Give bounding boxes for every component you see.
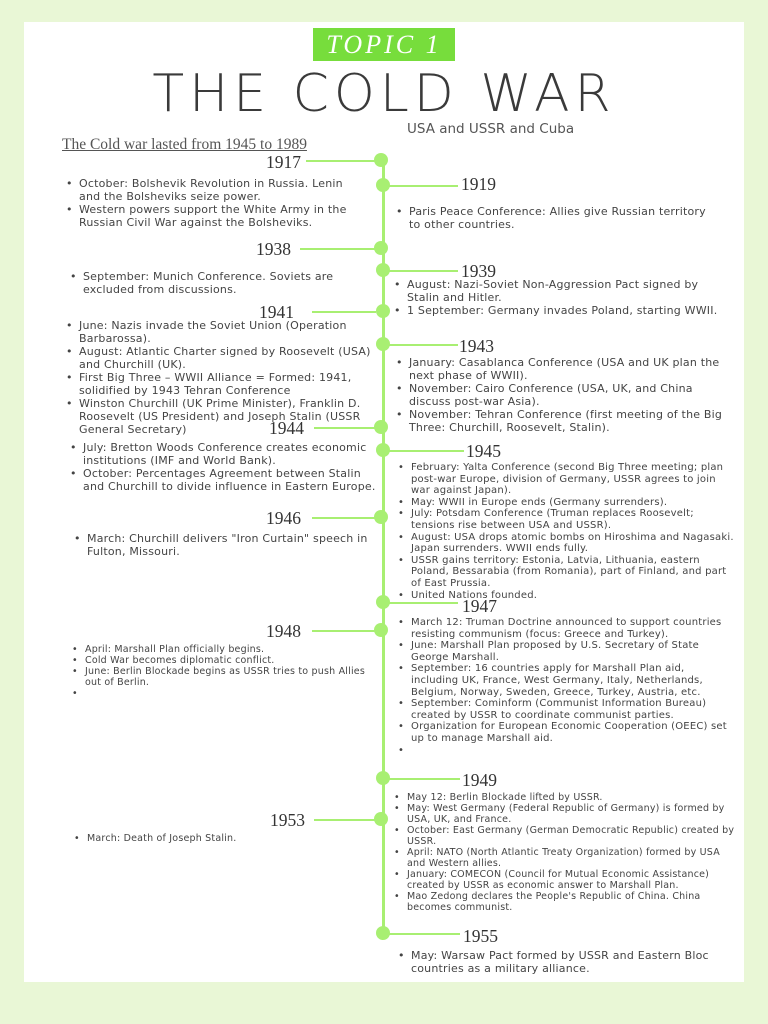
intro-text: The Cold war lasted from 1945 to 1989 bbox=[62, 136, 307, 153]
page-subtitle: USA and USSR and Cuba bbox=[407, 121, 575, 137]
connector-1917 bbox=[306, 160, 376, 162]
timeline-dot bbox=[374, 153, 388, 167]
event-item: • 1 September: Germany invades Poland, starting WWII. bbox=[394, 304, 729, 317]
event-item: • May: West Germany (Federal Republic of Germany) is formed by USA, UK, and France. bbox=[394, 803, 736, 825]
event-item: • Paris Peace Conference: Allies give Russian territory to other countries. bbox=[396, 205, 706, 231]
event-item: • September: 16 countries apply for Marshall Plan aid, including UK, France, West Germany, Italy, Netherlands, Belgium, Norway, Sweden, Greece, Turkey, Austria, etc. bbox=[398, 663, 732, 698]
event-item: • May: Warsaw Pact formed by USSR and Eastern Bloc countries as a military alliance. bbox=[398, 949, 734, 975]
event-item bbox=[398, 745, 732, 757]
timeline-dot bbox=[374, 241, 388, 255]
event-item: • Mao Zedong declares the People's Republic of China. China becomes communist. bbox=[394, 891, 736, 913]
event-item: • October: Bolshevik Revolution in Russia. Lenin and the Bolsheviks seize power. bbox=[66, 177, 366, 203]
event-item: • July: Bretton Woods Conference creates economic institutions (IMF and World Bank). bbox=[70, 441, 376, 467]
year-label-1939: 1939 bbox=[461, 261, 496, 281]
events-1953 bbox=[74, 833, 374, 844]
year-label-1947: 1947 bbox=[462, 596, 497, 616]
event-item: • October: Percentages Agreement between Stalin and Churchill to divide influence in Eastern Europe. bbox=[70, 467, 376, 493]
events-1943 bbox=[396, 356, 730, 434]
timeline-dot bbox=[374, 812, 388, 826]
connector-1941 bbox=[312, 311, 376, 313]
event-item: • November: Tehran Conference (first meeting of the Big Three: Churchill, Roosevelt, Stalin). bbox=[396, 408, 730, 434]
timeline-dot bbox=[374, 623, 388, 637]
event-item: • September: Cominform (Communist Information Bureau) created by USSR to coordinate communist parties. bbox=[398, 698, 732, 721]
event-item: • June: Nazis invade the Soviet Union (Operation Barbarossa). bbox=[66, 319, 380, 345]
year-label-1955: 1955 bbox=[463, 926, 498, 946]
year-label-1945: 1945 bbox=[466, 441, 501, 461]
event-item: • Western powers support the White Army in the Russian Civil War against the Bolsheviks. bbox=[66, 203, 366, 229]
event-item: • First Big Three – WWII Alliance = Formed: 1941, solidified by 1943 Tehran Conference bbox=[66, 371, 380, 397]
events-1949 bbox=[394, 792, 736, 913]
year-label-1953: 1953 bbox=[270, 810, 305, 830]
connector-1945 bbox=[388, 450, 464, 452]
event-item: • Cold War becomes diplomatic conflict. bbox=[72, 655, 382, 666]
event-item: • September: Munich Conference. Soviets are excluded from discussions. bbox=[70, 270, 370, 296]
connector-1953 bbox=[314, 819, 376, 821]
events-1947 bbox=[398, 617, 732, 756]
event-item: • October: East Germany (German Democratic Republic) created by USSR. bbox=[394, 825, 736, 847]
event-item: • April: NATO (North Atlantic Treaty Organization) formed by USA and Western allies. bbox=[394, 847, 736, 869]
event-item: • August: Nazi-Soviet Non-Aggression Pact signed by Stalin and Hitler. bbox=[394, 278, 729, 304]
event-item: • April: Marshall Plan officially begins. bbox=[72, 644, 382, 655]
events-1948 bbox=[72, 644, 382, 699]
events-1919 bbox=[396, 205, 706, 231]
events-1945 bbox=[398, 462, 734, 601]
year-label-1919: 1919 bbox=[461, 174, 496, 194]
event-item: • January: COMECON (Council for Mutual Economic Assistance) created by USSR as economic answer to Marshall Plan. bbox=[394, 869, 736, 891]
event-item: • May: WWII in Europe ends (Germany surrenders). bbox=[398, 497, 734, 509]
connector-1938 bbox=[300, 248, 376, 250]
event-item: • USSR gains territory: Estonia, Latvia, Lithuania, eastern Poland, Bessarabia (from Romania), part of Finland, and part of East Prussia. bbox=[398, 555, 734, 590]
connector-1947 bbox=[388, 602, 458, 604]
year-label-1944: 1944 bbox=[269, 418, 304, 438]
timeline-dot bbox=[374, 510, 388, 524]
events-1938 bbox=[70, 270, 370, 296]
event-item: • June: Marshall Plan proposed by U.S. Secretary of State George Marshall. bbox=[398, 640, 732, 663]
year-label-1948: 1948 bbox=[266, 621, 301, 641]
event-item: • February: Yalta Conference (second Big Three meeting; plan post-war Europe, division of Germany, USSR agrees to join war against Japan). bbox=[398, 462, 734, 497]
page-title: THE COLD WAR bbox=[152, 64, 616, 124]
events-1941 bbox=[66, 319, 380, 436]
events-1946 bbox=[74, 532, 374, 558]
year-label-1949: 1949 bbox=[462, 770, 497, 790]
events-1917 bbox=[66, 177, 366, 229]
events-1944 bbox=[70, 441, 376, 493]
topic-badge: TOPIC 1 bbox=[313, 28, 455, 61]
event-item bbox=[72, 688, 382, 699]
events-1939 bbox=[394, 278, 729, 317]
event-item: • March 12: Truman Doctrine announced to support countries resisting communism (focus: Greece and Turkey). bbox=[398, 617, 732, 640]
events-1955 bbox=[398, 949, 734, 975]
event-item: • United Nations founded. bbox=[398, 590, 734, 602]
event-item: • Organization for European Economic Cooperation (OEEC) set up to manage Marshall aid. bbox=[398, 721, 732, 744]
connector-1946 bbox=[312, 517, 376, 519]
event-item: • August: Atlantic Charter signed by Roosevelt (USA) and Churchill (UK). bbox=[66, 345, 380, 371]
connector-1939 bbox=[388, 270, 458, 272]
event-item: • Winston Churchill (UK Prime Minister), Franklin D. Roosevelt (US President) and Joseph Stalin (USSR General Secretary) bbox=[66, 397, 380, 436]
event-item: • July: Potsdam Conference (Truman replaces Roosevelt; tensions rise between USA and USSR). bbox=[398, 508, 734, 531]
event-item: • January: Casablanca Conference (USA and UK plan the next phase of WWII). bbox=[396, 356, 730, 382]
event-item: • November: Cairo Conference (USA, UK, and China discuss post-war Asia). bbox=[396, 382, 730, 408]
event-item: • August: USA drops atomic bombs on Hiroshima and Nagasaki. Japan surrenders. WWII ends fully. bbox=[398, 532, 734, 555]
timeline-dot bbox=[376, 304, 390, 318]
event-item: • June: Berlin Blockade begins as USSR tries to push Allies out of Berlin. bbox=[72, 666, 382, 688]
event-item: • March: Churchill delivers "Iron Curtain" speech in Fulton, Missouri. bbox=[74, 532, 374, 558]
connector-1943 bbox=[388, 344, 458, 346]
connector-1919 bbox=[388, 185, 458, 187]
year-label-1917: 1917 bbox=[266, 152, 301, 172]
year-label-1943: 1943 bbox=[459, 336, 494, 356]
year-label-1941: 1941 bbox=[259, 302, 294, 322]
connector-1955 bbox=[388, 933, 460, 935]
event-item: • March: Death of Joseph Stalin. bbox=[74, 833, 374, 844]
year-label-1946: 1946 bbox=[266, 508, 301, 528]
connector-1949 bbox=[388, 778, 460, 780]
connector-1948 bbox=[312, 630, 376, 632]
year-label-1938: 1938 bbox=[256, 239, 291, 259]
event-item: • May 12: Berlin Blockade lifted by USSR. bbox=[394, 792, 736, 803]
